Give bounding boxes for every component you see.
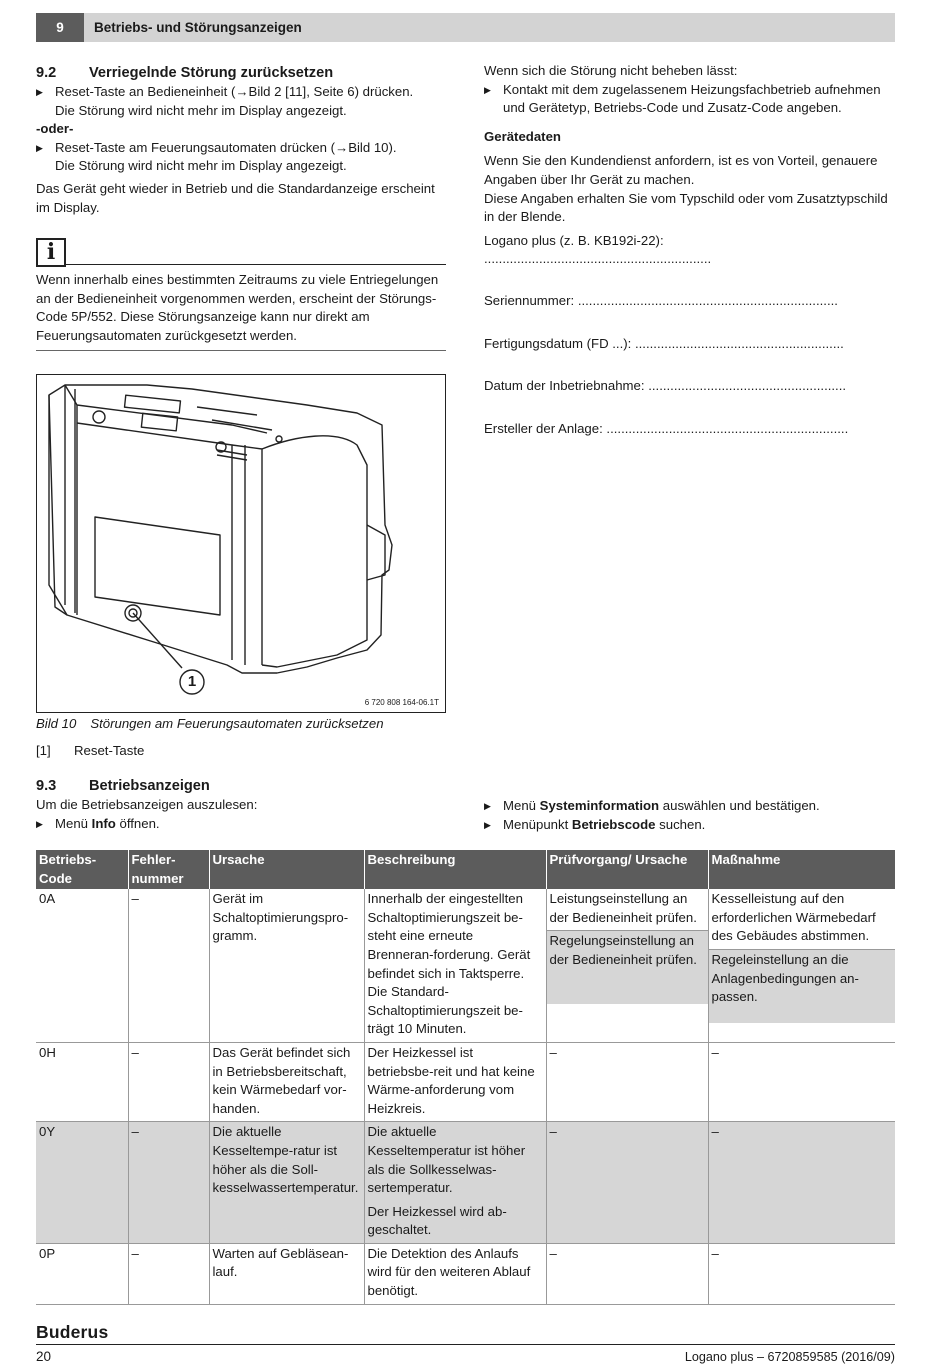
or-separator: -oder- [36,121,74,137]
table-row [36,1243,895,1304]
cell-description: Der Heizkessel ist betriebsbe-reit und hat keine Wärme-anforderung vom Heizkreis. [364,1042,546,1121]
serial-field: Seriennummer: ....................................................................... [484,292,838,308]
step-item [36,815,448,834]
column-header: Maßnahme [708,850,895,889]
section-heading [36,776,448,796]
cell-code: 0A [36,889,128,1042]
cell-description [364,1122,546,1244]
caption-text: Störungen am Feuerungsautomaten zurücksetzen [90,716,384,731]
operating-codes-table [36,850,895,1305]
check-text: Regelungseinstellung an der Bedieneinheit prüfen. [547,930,708,1004]
section-number: 9.3 [36,778,57,794]
info-text: Wenn innerhalb eines bestimmten Zeitraums zu viele Entriegelungen an der Bedieneinheit vorgenommen werden, erscheint der Störungs-Code 5P/552. Diese Störungsanzeige kann nur direkt am Feuerungsautomaten zurückgesetzt werden. [36,272,439,343]
section-intro: Um die Betriebsanzeigen auszulesen: [36,797,258,812]
figure-caption [36,715,456,760]
step-text: Menü [503,798,540,813]
menu-name: Systeminformation [539,798,660,813]
cell-cause: Warten auf Gebläsean-lauf. [209,1243,364,1304]
section-title: Verriegelnde Störung zurücksetzen [89,65,334,81]
column-header: Beschreibung [364,850,546,889]
cell-action: – [708,1042,895,1121]
cell-error-number: – [128,1122,209,1244]
action-text: Kesselleistung auf den erforderlichen Wärmebedarf des Gebäudes abstimmen. [711,891,876,944]
table-row [36,1122,895,1244]
step-text: öffnen. [115,815,160,831]
cell-error-number: – [128,1042,209,1121]
step-item [36,139,448,176]
divider [36,350,446,351]
step-text: auswählen und bestätigen. [659,798,820,813]
cell-description: Die Detektion des Anlaufs wird für den weiteren Ablauf benötigt. [364,1243,546,1304]
section-9-3 [36,776,448,833]
commissioning-date-field: Datum der Inbetriebnahme: ...................................................... [484,378,847,394]
info-note [36,238,446,351]
section-9-2 [36,63,448,217]
step-item [484,816,896,835]
production-date-field: Fertigungsdatum (FD ...): ......................................................... [484,335,844,351]
installer-field: Ersteller der Anlage: .................................................................. [484,420,849,436]
step-text: Menü [55,815,92,831]
figure-reset-button [36,374,446,713]
legend-number: [1] [36,742,51,758]
result-text: Das Gerät geht wieder in Betrieb und die Standardanzeige erscheint im Display. [36,180,435,215]
step-result: Die Störung wird nicht mehr im Display angezeigt. [55,158,347,174]
caption-number: Bild 10 [36,716,77,731]
section-9-3-steps [484,797,896,834]
cell-check: – [546,1122,708,1244]
section-heading [36,63,448,83]
description-text: Der Heizkessel wird ab-geschaltet. [367,1203,507,1238]
table-row [36,889,895,1042]
contact-step [484,81,896,118]
menu-name: Betriebscode [571,816,656,832]
chapter-title: Betriebs- und Störungsanzeigen [94,20,302,35]
column-header: Ursache [209,850,364,889]
info-icon: i [36,238,66,267]
step-text: suchen. [655,816,706,832]
device-illustration [37,375,444,711]
step-item [36,83,448,120]
cell-check: – [546,1042,708,1121]
description-text: Die aktuelle Kesseltemperatur ist höher als die Sollkesselwas-sertemperatur. [367,1124,526,1196]
column-header: Betriebs-Code [36,850,128,889]
chapter-header [36,13,895,42]
cell-action: – [708,1122,895,1244]
action-text: Regeleinstellung an die Anlagenbedingungen an-passen. [709,949,896,1023]
divider [66,264,446,265]
cell-cause: Das Gerät befindet sich in Betriebsbereitschaft, kein Wärmebedarf vor-handen. [209,1042,364,1121]
column-header: Prüfvorgang/ Ursache [546,850,708,889]
column-header: Fehler-nummer [128,850,209,889]
cell-check: – [546,1243,708,1304]
section-title: Betriebsanzeigen [89,778,210,794]
device-data-text: Diese Angaben erhalten Sie vom Typschild oder vom Zusatztypschild in der Blende. [484,190,888,225]
cell-code: 0P [36,1243,128,1304]
cell-action [708,889,895,1042]
cell-error-number: – [128,1243,209,1304]
document-reference: Logano plus – 6720859585 (2016/09) [684,1350,895,1364]
callout-label: 1 [187,673,197,690]
cell-error-number: – [128,889,209,1042]
cell-code: 0H [36,1042,128,1121]
right-column [484,62,896,438]
menu-name: Info [91,815,116,831]
cell-check [546,889,708,1042]
step-result: Die Störung wird nicht mehr im Display angezeigt. [55,102,347,118]
cell-description: Innerhalb der eingestellten Schaltoptimierungszeit be-steht eine erneute Brenneran-forderung. Gerät befindet sich in Taktsperre. Die Standard-Schaltoptimierungszeit be-trägt 10 Minuten. [364,889,546,1042]
cell-action: – [708,1243,895,1304]
step-item [484,797,896,816]
device-data-text: Wenn Sie den Kundendienst anfordern, ist es von Vorteil, genauere Angaben über Ihr Gerät zu machen. [484,153,878,187]
page-number: 20 [36,1349,52,1364]
model-field: .............................................................. [484,251,712,267]
step-text: ▶ Reset-Taste am Feuerungsautomaten drücken (→Bild 10). [55,139,397,155]
table-header-row [36,850,895,889]
cell-cause: Gerät im Schaltoptimierungspro-gramm. [209,889,364,1042]
chapter-number: 9 [36,13,84,42]
device-data-heading: Gerätedaten [484,128,561,144]
model-label: Logano plus (z. B. KB192i-22): [484,232,664,248]
contact-text: ▶ Kontakt mit dem zugelassenem Heizungsfachbetrieb aufnehmen und Gerätetyp, Betriebs-Code und Zusatz-Code angeben. [503,81,881,116]
legend-text: Reset-Taste [74,742,145,758]
table-row [36,1042,895,1121]
footer-divider [36,1344,895,1345]
figure-code: 6 720 808 164-06.1T [364,698,439,707]
figure-legend [36,742,456,761]
cell-cause: Die aktuelle Kesseltempe-ratur ist höher als die Soll-kesselwassertemperatur. [209,1122,364,1244]
check-text: Leistungseinstellung an der Bedieneinheit prüfen. [549,891,697,925]
cell-code: 0Y [36,1122,128,1244]
step-text: ▶ Reset-Taste an Bedieneinheit (→Bild 2 [11], Seite 6) drücken. [55,84,414,99]
brand-logo: Buderus [36,1322,109,1342]
section-number: 9.2 [36,65,57,81]
unresolved-intro: Wenn sich die Störung nicht beheben lässt: [484,63,738,78]
step-text: Menüpunkt [503,816,572,832]
